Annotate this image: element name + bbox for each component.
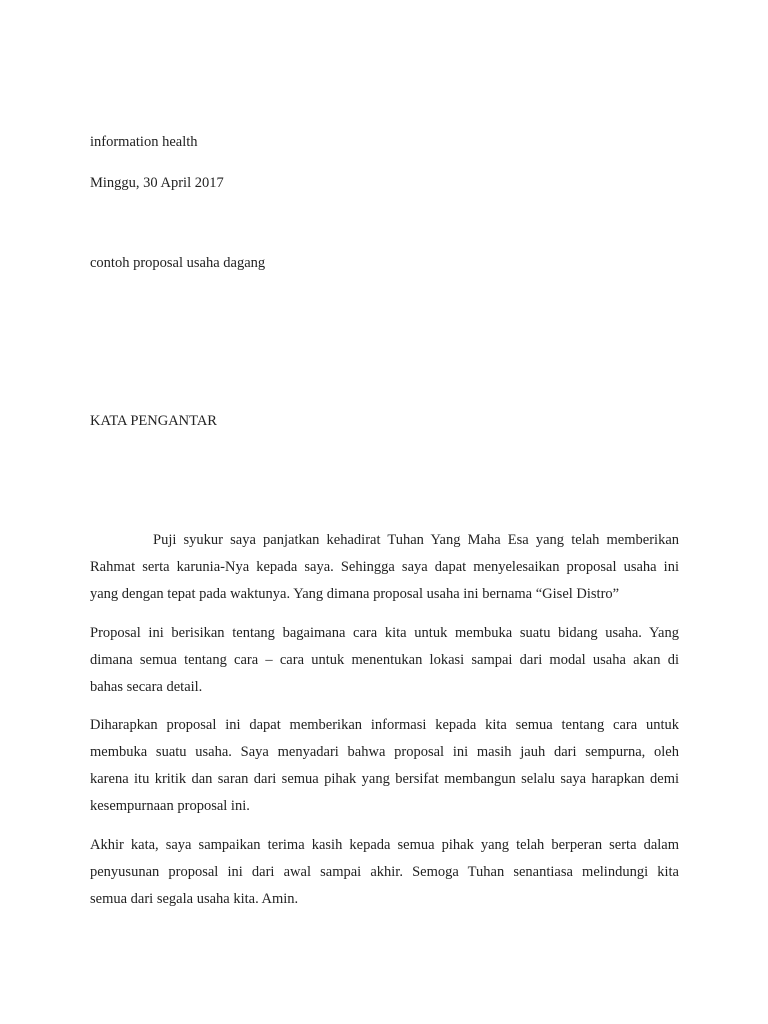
paragraph-line: Rahmat serta karunia-Nya kepada saya. Sehingga saya dapat menyelesaikan proposal usaha ini — [90, 559, 679, 575]
paragraph-line: bahas secara detail. — [90, 679, 203, 695]
paragraph-line: karena itu kritik dan saran dari semua pihak yang bersifat membangun selalu saya harapkan demi — [90, 771, 679, 787]
section-heading: KATA PENGANTAR — [90, 413, 217, 429]
paragraph-line: yang dengan tepat pada waktunya. Yang dimana proposal usaha ini bernama “Gisel Distro” — [90, 586, 620, 602]
post-date: Minggu, 30 April 2017 — [90, 175, 224, 191]
paragraph-line: penyusunan proposal ini dari awal sampai akhir. Semoga Tuhan senantiasa melindungi kita — [90, 864, 679, 880]
paragraph-line: dimana semua tentang cara – cara untuk menentukan lokasi sampai dari modal usaha akan di — [90, 652, 679, 668]
paragraph-line — [90, 527, 679, 554]
paragraph-3 — [90, 712, 679, 820]
paragraph-1 — [90, 527, 679, 608]
paragraph-2 — [90, 620, 679, 701]
paragraph-line: Proposal ini berisikan tentang bagaimana cara kita untuk membuka suatu bidang usaha. Yang — [90, 625, 679, 641]
paragraph-line: semua dari segala usaha kita. Amin. — [90, 891, 299, 907]
paragraph-4 — [90, 832, 679, 913]
paragraph-line-text: Puji syukur saya panjatkan kehadirat Tuhan Yang Maha Esa yang telah memberikan — [153, 532, 679, 548]
paragraph-line: Akhir kata, saya sampaikan terima kasih kepada semua pihak yang telah berperan serta dalam — [90, 837, 679, 853]
blog-title: information health — [90, 134, 198, 150]
paragraph-line: kesempurnaan proposal ini. — [90, 798, 250, 814]
post-title: contoh proposal usaha dagang — [90, 255, 266, 271]
paragraph-line: Diharapkan proposal ini dapat memberikan informasi kepada kita semua tentang cara untuk — [90, 717, 679, 733]
paragraph-line: membuka suatu usaha. Saya menyadari bahwa proposal ini masih jauh dari sempurna, oleh — [90, 744, 679, 760]
